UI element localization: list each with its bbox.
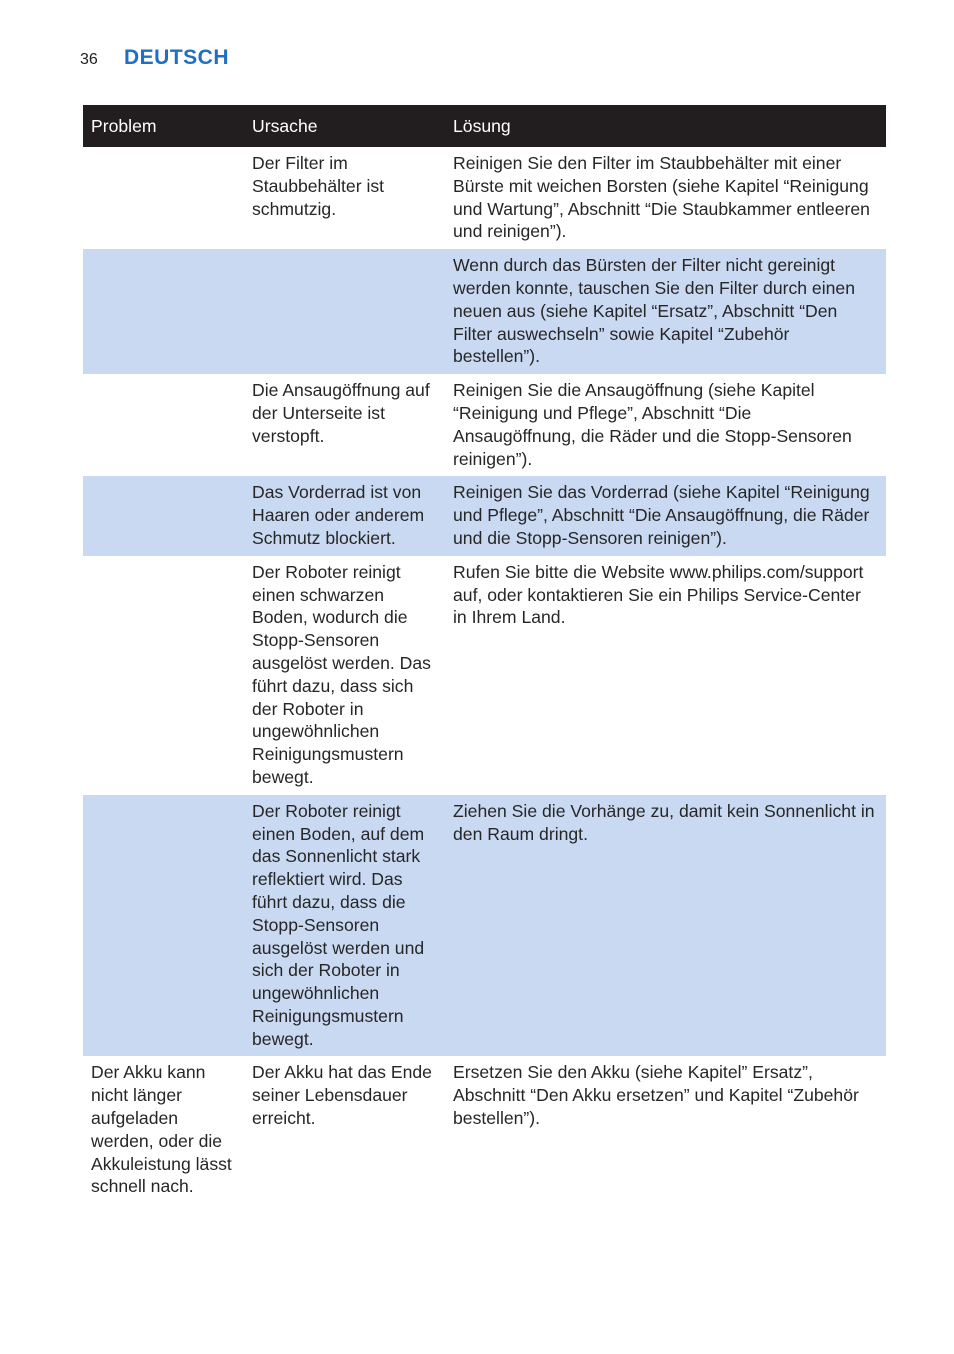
problem-cell — [83, 147, 244, 249]
cause-cell: Das Vorderrad ist von Haaren oder anderem Schmutz blockiert. — [244, 476, 445, 555]
table-row — [83, 374, 886, 476]
problem-cell: Der Akku kann nicht länger aufgeladen werden, oder die Akkuleistung lässt schnell nach. — [91, 1062, 232, 1197]
problem-cell — [83, 795, 244, 1057]
solution-cell: Ziehen Sie die Vorhänge zu, damit kein Sonnenlicht in den Raum dringt. — [445, 795, 886, 1057]
solution-cell: Rufen Sie bitte die Website www.philips.com/support auf, oder kontaktieren Sie ein Philips Service-Center in Ihrem Land. — [453, 561, 864, 628]
table-row — [83, 556, 886, 795]
column-header-cause: Ursache — [244, 105, 445, 147]
solution-cell: Ersetzen Sie den Akku (siehe Kapitel” Ersatz”, Abschnitt “Den Akku ersetzen” und Kapitel “Zubehör bestellen”). — [453, 1062, 859, 1129]
solution-cell: Reinigen Sie den Filter im Staubbehälter mit einer Bürste mit weichen Borsten (siehe Kapitel “Reinigung und Wartung”, Abschnitt “Die Staubkammer entleeren und reinigen”). — [453, 153, 870, 242]
problem-cell — [83, 249, 244, 374]
cause-cell: Der Filter im Staubbehälter ist schmutzig. — [252, 153, 385, 219]
problem-cell — [83, 374, 244, 476]
page-header — [80, 46, 229, 76]
cause-cell: Der Roboter reinigt einen Boden, auf dem das Sonnenlicht stark reflektiert wird. Das führt dazu, dass die Stopp-Sensoren ausgelöst werden und sich der Roboter in ungewöhnlichen Reinigungsmustern bewegt. — [244, 795, 445, 1057]
cause-cell: Die Ansaugöffnung auf der Unterseite ist verstopft. — [252, 380, 430, 446]
cause-cell: Der Akku hat das Ende seiner Lebensdauer erreicht. — [252, 1062, 432, 1129]
table-row — [83, 795, 886, 1057]
table-header-row — [83, 105, 886, 147]
table-row — [83, 1056, 886, 1204]
language-title: DEUTSCH — [124, 46, 230, 69]
table-row — [83, 249, 886, 374]
problem-cell — [83, 476, 244, 555]
solution-cell: Reinigen Sie die Ansaugöffnung (siehe Kapitel “Reinigung und Pflege”, Abschnitt “Die Ansaugöffnung, die Räder und die Stopp-Sensoren reinigen”). — [453, 380, 852, 469]
solution-cell: Wenn durch das Bürsten der Filter nicht gereinigt werden konnte, tauschen Sie den Filter durch einen neuen aus (siehe Kapitel “Ersatz”, Abschnitt “Den Filter auswechseln” sowie Kapitel “Zubehör bestellen”). — [445, 249, 886, 374]
solution-cell: Reinigen Sie das Vorderrad (siehe Kapitel “Reinigung und Pflege”, Abschnitt “Die Ansaugöffnung, die Räder und die Stopp-Sensoren reinigen”). — [445, 476, 886, 555]
troubleshooting-table — [83, 105, 886, 1204]
column-header-problem: Problem — [83, 105, 244, 147]
cause-cell — [244, 249, 445, 374]
page-number: 36 — [80, 51, 98, 68]
table-row — [83, 476, 886, 555]
column-header-solution: Lösung — [445, 105, 886, 147]
table-row — [83, 147, 886, 249]
problem-cell — [83, 556, 244, 795]
cause-cell: Der Roboter reinigt einen schwarzen Boden, wodurch die Stopp-Sensoren ausgelöst werden. Das führt dazu, dass sich der Roboter in ungewöhnlichen Reinigungsmustern bewegt. — [252, 561, 431, 787]
